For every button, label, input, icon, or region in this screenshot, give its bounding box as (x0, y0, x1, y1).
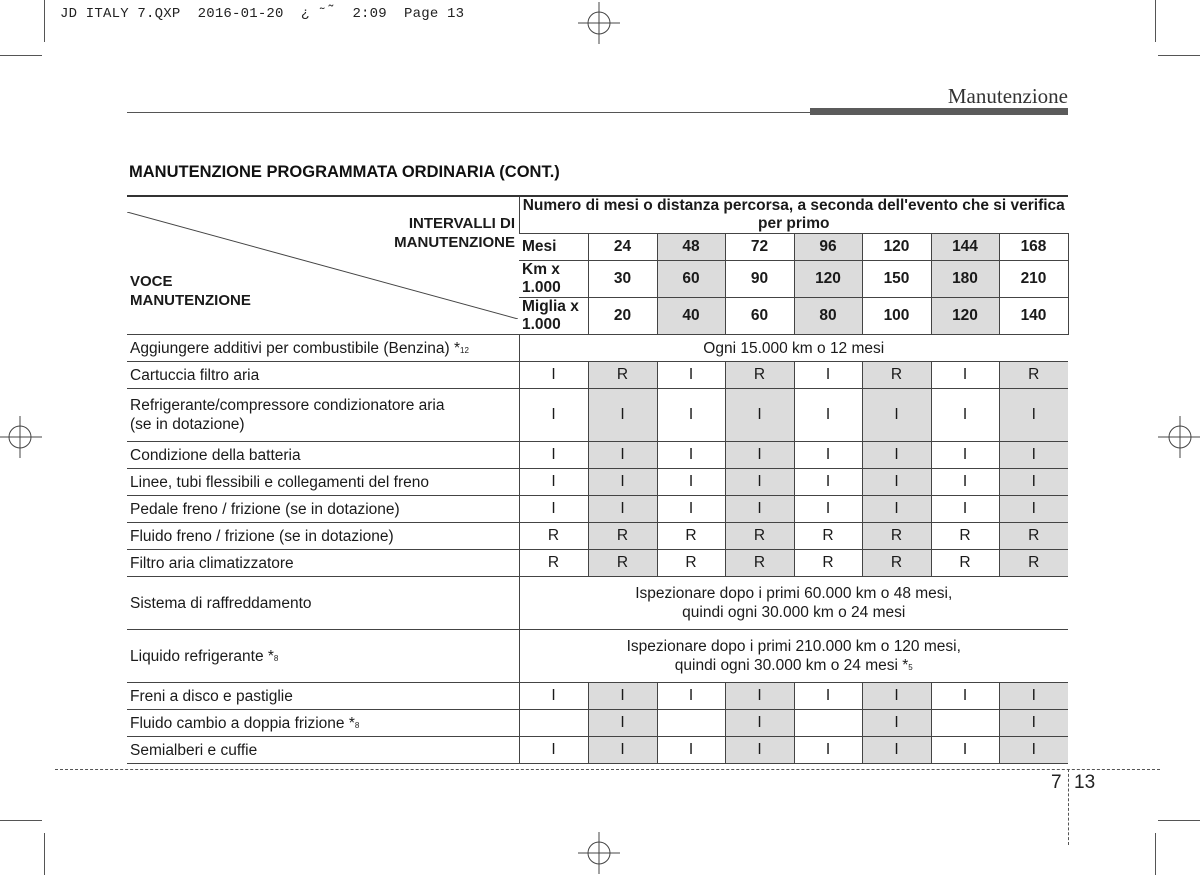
maintenance-action-cell: I (519, 496, 588, 523)
table-row (127, 683, 1068, 710)
maintenance-action-cell: R (999, 550, 1068, 577)
table-row (127, 442, 1068, 469)
chapter-title: Manutenzione (947, 84, 1068, 108)
interval-value: 30 (588, 261, 657, 298)
maintenance-action-cell: I (862, 683, 931, 710)
footnote-marker: 5 (908, 663, 913, 672)
table-row (127, 550, 1068, 577)
maintenance-action-cell: I (931, 737, 999, 764)
maintenance-item-text: Freni a disco e pastiglie (130, 687, 293, 705)
maintenance-action-cell: R (725, 362, 794, 389)
interval-value: 120 (862, 234, 931, 261)
maintenance-action-cell: R (794, 523, 862, 550)
maintenance-action-cell: I (519, 362, 588, 389)
interval-value: 96 (794, 234, 862, 261)
interval-note-text: Ispezionare dopo i primi 60.000 km o 48 mesi, (635, 585, 953, 602)
maintenance-action-cell: I (999, 683, 1068, 710)
interval-note (519, 630, 1068, 683)
maintenance-action-cell: I (725, 683, 794, 710)
maintenance-item-text: Pedale freno / frizione (se in dotazione) (130, 500, 400, 518)
maintenance-action-cell: I (794, 496, 862, 523)
maintenance-action-cell: I (931, 362, 999, 389)
crop-mark (1155, 833, 1156, 875)
maintenance-action-cell: R (862, 550, 931, 577)
maintenance-action-cell: I (999, 710, 1068, 737)
interval-value: 40 (657, 298, 725, 335)
maintenance-action-cell: I (519, 737, 588, 764)
maintenance-action-cell: R (657, 550, 725, 577)
interval-note-line (520, 637, 1069, 656)
maintenance-action-cell: R (519, 523, 588, 550)
maintenance-action-cell: I (588, 710, 657, 737)
crop-mark (0, 55, 42, 56)
maintenance-action-cell: I (657, 469, 725, 496)
maintenance-action-cell: I (588, 496, 657, 523)
maintenance-action-cell: I (931, 442, 999, 469)
interval-note-line (520, 656, 1069, 675)
maintenance-action-cell: R (931, 523, 999, 550)
maintenance-action-cell: R (657, 523, 725, 550)
interval-axis-label (394, 214, 515, 252)
maintenance-item-label (127, 630, 519, 683)
maintenance-action-cell: I (999, 389, 1068, 442)
table-row (127, 737, 1068, 764)
interval-header: Numero di mesi o distanza percorsa, a seconda dell'evento che si verifica per primo (519, 196, 1068, 234)
maintenance-action-cell: I (794, 362, 862, 389)
maintenance-action-cell (931, 710, 999, 737)
maintenance-item-label (127, 362, 519, 389)
footnote-marker: 8 (354, 720, 360, 730)
interval-value: 80 (794, 298, 862, 335)
interval-note-line (520, 603, 1069, 622)
interval-value: 210 (999, 261, 1068, 298)
table-row (127, 630, 1068, 683)
maintenance-action-cell: I (862, 442, 931, 469)
interval-value: 90 (725, 261, 794, 298)
maintenance-item-label-line: Refrigerante/compressore condizionatore aria (130, 397, 445, 414)
maintenance-action-cell: I (725, 442, 794, 469)
maintenance-action-cell: R (725, 550, 794, 577)
print-slug: JD ITALY 7.QXP 2016-01-20 ¿ ˜ ̃ 2:09 Page 13 (60, 6, 465, 22)
maintenance-action-cell: R (588, 523, 657, 550)
table-corner-header (127, 196, 519, 335)
interval-value: 120 (794, 261, 862, 298)
registration-mark-icon (578, 832, 620, 874)
maintenance-item-text: Filtro aria climatizzatore (130, 554, 294, 572)
maintenance-action-cell: I (725, 469, 794, 496)
maintenance-item-label (127, 335, 519, 362)
maintenance-action-cell: I (862, 710, 931, 737)
maintenance-action-cell: I (931, 496, 999, 523)
maintenance-action-cell (794, 710, 862, 737)
chapter-number: 7 (1051, 772, 1062, 793)
table-row (127, 389, 1068, 442)
maintenance-action-cell: I (657, 389, 725, 442)
maintenance-action-cell: R (862, 362, 931, 389)
maintenance-action-cell: I (657, 496, 725, 523)
maintenance-action-cell: I (725, 737, 794, 764)
maintenance-action-cell: I (999, 442, 1068, 469)
table-row (127, 710, 1068, 737)
maintenance-action-cell: R (588, 362, 657, 389)
interval-unit-label: Miglia x 1.000 (519, 298, 588, 335)
header-rule-accent (810, 108, 1068, 115)
maintenance-item-label (127, 550, 519, 577)
interval-value: 140 (999, 298, 1068, 335)
maintenance-item-text: Linee, tubi flessibili e collegamenti del freno (130, 473, 429, 491)
footer-rule (55, 769, 1160, 770)
maintenance-action-cell: I (999, 737, 1068, 764)
maintenance-schedule-table (127, 195, 1068, 764)
maintenance-item-text: Cartuccia filtro aria (130, 366, 260, 384)
interval-note-text: quindi ogni 30.000 km o 24 mesi * (674, 657, 909, 674)
table-row (127, 523, 1068, 550)
maintenance-action-cell: R (862, 523, 931, 550)
item-axis-label-line: MANUTENZIONE (130, 292, 251, 309)
maintenance-action-cell: R (999, 362, 1068, 389)
table-row (127, 362, 1068, 389)
maintenance-item-text: Condizione della batteria (130, 446, 301, 464)
maintenance-item-text: Semialberi e cuffie (130, 741, 258, 759)
crop-mark (1155, 0, 1156, 42)
maintenance-action-cell: I (794, 683, 862, 710)
maintenance-action-cell: I (657, 683, 725, 710)
maintenance-action-cell: I (725, 496, 794, 523)
registration-mark-icon (0, 416, 42, 458)
maintenance-action-cell: R (931, 550, 999, 577)
maintenance-action-cell: I (657, 362, 725, 389)
interval-value: 20 (588, 298, 657, 335)
maintenance-action-cell: I (862, 737, 931, 764)
interval-value: 150 (862, 261, 931, 298)
maintenance-action-cell: I (588, 737, 657, 764)
footer-divider (1068, 769, 1069, 845)
maintenance-action-cell: I (794, 389, 862, 442)
registration-mark-icon (578, 2, 620, 44)
maintenance-action-cell: R (725, 523, 794, 550)
maintenance-action-cell: R (519, 550, 588, 577)
maintenance-item-text: Fluido freno / frizione (se in dotazione) (130, 527, 394, 545)
interval-value: 144 (931, 234, 999, 261)
registration-mark-icon (1158, 416, 1200, 458)
table-row (127, 577, 1068, 630)
maintenance-action-cell: I (794, 737, 862, 764)
maintenance-action-cell: R (794, 550, 862, 577)
maintenance-item-text: Sistema di raffreddamento (130, 594, 312, 612)
maintenance-action-cell: I (657, 442, 725, 469)
footnote-marker: 12 (460, 345, 469, 355)
maintenance-item-text: Liquido refrigerante * (130, 647, 274, 665)
maintenance-action-cell (519, 710, 588, 737)
footnote-marker: 8 (273, 653, 279, 663)
crop-mark (1158, 820, 1200, 821)
crop-mark (44, 833, 45, 875)
interval-unit-label: Km x 1.000 (519, 261, 588, 298)
interval-note-line (520, 339, 1069, 358)
maintenance-action-cell: I (794, 442, 862, 469)
interval-unit-label: Mesi (519, 234, 588, 261)
interval-note (519, 577, 1068, 630)
maintenance-item-label (127, 496, 519, 523)
crop-mark (0, 820, 42, 821)
interval-value: 24 (588, 234, 657, 261)
maintenance-action-cell: I (862, 469, 931, 496)
maintenance-action-cell: I (725, 710, 794, 737)
interval-value: 60 (657, 261, 725, 298)
interval-value: 100 (862, 298, 931, 335)
maintenance-action-cell: I (999, 469, 1068, 496)
maintenance-action-cell: R (588, 550, 657, 577)
interval-value: 180 (931, 261, 999, 298)
table-row (127, 496, 1068, 523)
maintenance-action-cell: I (862, 496, 931, 523)
maintenance-action-cell: R (999, 523, 1068, 550)
maintenance-action-cell: I (519, 683, 588, 710)
interval-value: 72 (725, 234, 794, 261)
interval-value: 168 (999, 234, 1068, 261)
interval-note-text: Ogni 15.000 km o 12 mesi (703, 339, 885, 357)
maintenance-action-cell: I (794, 469, 862, 496)
maintenance-action-cell: I (931, 469, 999, 496)
crop-mark (1158, 55, 1200, 56)
page-number: 13 (1074, 772, 1096, 793)
item-axis-label-line: VOCE (130, 273, 173, 290)
interval-note-text: quindi ogni 30.000 km o 24 mesi (682, 604, 906, 621)
maintenance-item-label (127, 710, 519, 737)
maintenance-item-label (127, 469, 519, 496)
maintenance-action-cell: I (588, 683, 657, 710)
maintenance-action-cell: I (588, 442, 657, 469)
header-rule (127, 112, 810, 113)
interval-note-line (520, 584, 1069, 603)
maintenance-action-cell: I (519, 389, 588, 442)
maintenance-action-cell: I (657, 737, 725, 764)
maintenance-action-cell (657, 710, 725, 737)
interval-value: 120 (931, 298, 999, 335)
interval-value: 60 (725, 298, 794, 335)
interval-value: 48 (657, 234, 725, 261)
maintenance-item-label (127, 737, 519, 764)
section-title: MANUTENZIONE PROGRAMMATA ORDINARIA (CONT.) (129, 163, 560, 181)
maintenance-item-label (127, 442, 519, 469)
maintenance-action-cell: I (725, 389, 794, 442)
table-row (127, 469, 1068, 496)
maintenance-action-cell: I (519, 442, 588, 469)
maintenance-action-cell: I (931, 683, 999, 710)
maintenance-action-cell: I (588, 389, 657, 442)
maintenance-action-cell: I (862, 389, 931, 442)
maintenance-item-label-line: (se in dotazione) (130, 416, 245, 433)
maintenance-item-label (127, 523, 519, 550)
interval-axis-label-line: INTERVALLI DI (408, 215, 515, 232)
item-axis-label (130, 272, 251, 310)
maintenance-item-label (127, 577, 519, 630)
maintenance-action-cell: I (999, 496, 1068, 523)
maintenance-action-cell: I (588, 469, 657, 496)
table-row (127, 335, 1068, 362)
interval-axis-label-line: MANUTENZIONE (394, 234, 515, 251)
maintenance-item-label (127, 389, 519, 442)
interval-note (519, 335, 1068, 362)
maintenance-action-cell: I (931, 389, 999, 442)
maintenance-item-text: Aggiungere additivi per combustibile (Benzina) * (130, 339, 460, 357)
maintenance-action-cell: I (519, 469, 588, 496)
crop-mark (44, 0, 45, 42)
maintenance-item-text: Fluido cambio a doppia frizione * (130, 714, 355, 732)
interval-note-text: Ispezionare dopo i primi 210.000 km o 120 mesi, (626, 638, 961, 655)
maintenance-item-label (127, 683, 519, 710)
